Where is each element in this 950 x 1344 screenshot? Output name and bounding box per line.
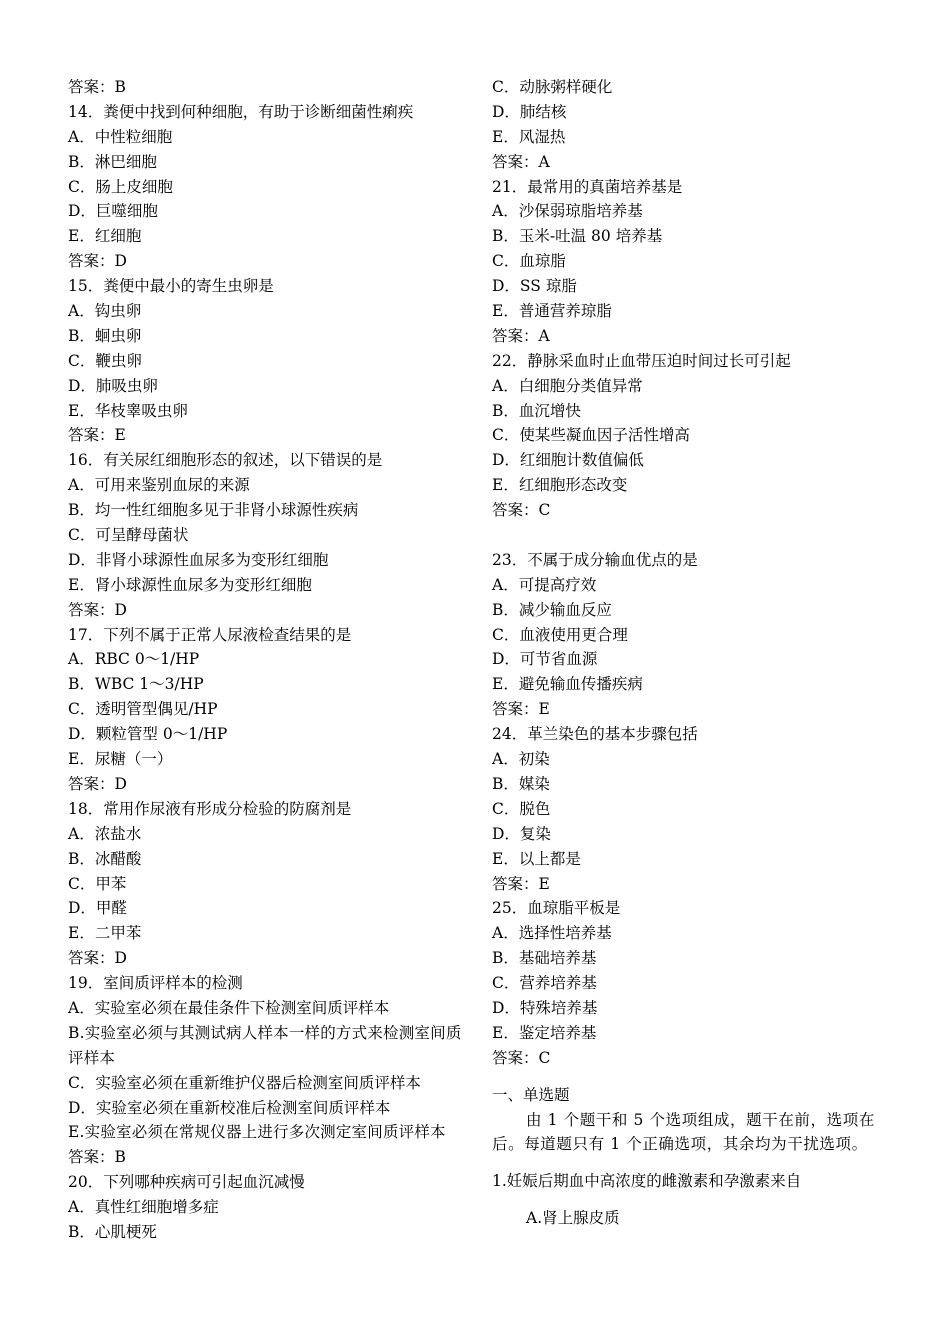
option-text: C．血液使用更合理	[492, 625, 628, 644]
option-text: A．钩虫卵	[68, 302, 142, 321]
section-instructions: 由 1 个题干和 5 个选项组成，题干在前，选项在后。每道题只有 1 个正确选项，其余均为干扰选项。	[492, 1110, 875, 1154]
option-text: B.实验室必须与其测试病人样本一样的方式来检测室间质评样本	[68, 1023, 462, 1067]
question-stem: 14．粪便中找到何种细胞，有助于诊断细菌性痢疾	[68, 102, 414, 121]
question-stem: 23．不属于成分输血优点的是	[492, 550, 698, 569]
answer-line: 答案：E	[68, 426, 126, 445]
answer-line: 答案：D	[68, 600, 127, 619]
answer-line: 答案：D	[68, 949, 127, 968]
option-text: A．沙保弱琼脂培养基	[492, 202, 643, 221]
option-text: C．透明管型偶见/HP	[68, 700, 218, 719]
option-text: B．淋巴细胞	[68, 152, 157, 171]
option-text: C．鞭虫卵	[68, 351, 142, 370]
option-text: D．非肾小球源性血尿多为变形红细胞	[68, 550, 329, 569]
question-stem: 18．常用作尿液有形成分检验的防腐剂是	[68, 799, 352, 818]
option-text: E．风湿热	[492, 127, 566, 146]
answer-line: 答案：E	[492, 700, 550, 719]
option-text: D．肺吸虫卵	[68, 376, 158, 395]
option-text: B．蛔虫卵	[68, 326, 142, 345]
option-text: D．SS 琼脂	[492, 277, 577, 296]
answer-line: 答案：E	[492, 874, 550, 893]
option-text: D．巨噬细胞	[68, 202, 158, 221]
option-text: C．甲苯	[68, 874, 127, 893]
section-heading: 一、单选题	[492, 1085, 570, 1104]
answer-line: 答案：A	[492, 326, 550, 345]
option-text: A．初染	[492, 750, 550, 769]
option-text: D．复染	[492, 824, 551, 843]
option-text: D．实验室必须在重新校准后检测室间质评样本	[68, 1098, 391, 1117]
option-text: C．动脉粥样硬化	[492, 78, 613, 96]
option-text: E．鉴定培养基	[492, 1023, 597, 1042]
question-stem: 17．下列不属于正常人尿液检查结果的是	[68, 625, 352, 644]
option-text: C．营养培养基	[492, 974, 597, 993]
option-text: A．可用来鉴别血尿的来源	[68, 476, 250, 495]
option-text: E．华枝睾吸虫卵	[68, 401, 188, 420]
option-text: E．普通营养琼脂	[492, 302, 612, 321]
option-text: D．特殊培养基	[492, 998, 598, 1017]
option-text: E．红细胞	[68, 227, 142, 246]
option-text: D．可节省血源	[492, 650, 598, 669]
option-text: D．肺结核	[492, 102, 567, 121]
option-text: E．尿糖（一）	[68, 750, 173, 769]
option-text: B．媒染	[492, 774, 550, 793]
option-text: D．颗粒管型 0～1/HP	[68, 725, 228, 744]
answer-line: 答案：C	[492, 1048, 551, 1067]
left-column	[68, 75, 468, 1245]
option-text: A．选择性培养基	[492, 924, 612, 943]
answer-line: 答案：D	[68, 774, 127, 793]
option-text: C．可呈酵母菌状	[68, 526, 189, 545]
answer-line: 答案：C	[492, 501, 551, 520]
option-text: E．红细胞形态改变	[492, 476, 628, 495]
blank-line	[492, 523, 900, 548]
option-text: B．均一性红细胞多见于非肾小球源性疾病	[68, 501, 359, 520]
option-text: A．实验室必须在最佳条件下检测室间质评样本	[68, 998, 390, 1017]
question-stem: 25．血琼脂平板是	[492, 899, 621, 918]
option-text: A．可提高疗效	[492, 575, 597, 594]
option-text: A．真性红细胞增多症	[68, 1198, 219, 1217]
right-column	[492, 75, 900, 1231]
option-text: B．WBC 1～3/HP	[68, 675, 204, 694]
option-text: A．浓盐水	[68, 824, 142, 843]
option-text: E．避免输血传播疾病	[492, 675, 643, 694]
question-stem: 19．室间质评样本的检测	[68, 974, 243, 993]
question-stem: 24．革兰染色的基本步骤包括	[492, 725, 698, 744]
option-text: B．血沉增快	[492, 401, 581, 420]
question-stem: 22．静脉采血时止血带压迫时间过长可引起	[492, 351, 791, 370]
question-stem: 1.妊娠后期血中高浓度的雌激素和孕激素来自	[492, 1172, 802, 1191]
option-text: E．二甲苯	[68, 924, 142, 943]
option-text: A．RBC 0～1/HP	[68, 650, 200, 669]
question-stem: 20．下列哪种疾病可引起血沉减慢	[68, 1173, 305, 1192]
option-text: A．白细胞分类值异常	[492, 376, 643, 395]
option-text: D．红细胞计数值偏低	[492, 451, 644, 470]
option-text: D．甲醛	[68, 899, 127, 918]
option-text: A．中性粒细胞	[68, 127, 173, 146]
option-text: E．肾小球源性血尿多为变形红细胞	[68, 575, 312, 594]
option-text: E．以上都是	[492, 849, 581, 868]
question-stem: 15．粪便中最小的寄生虫卵是	[68, 277, 274, 296]
answer-line: 答案：B	[68, 78, 126, 96]
answer-line: 答案：A	[492, 152, 550, 171]
answer-line: 答案：B	[68, 1148, 126, 1167]
option-text: C．肠上皮细胞	[68, 177, 173, 196]
question-stem: 21．最常用的真菌培养基是	[492, 177, 683, 196]
answer-line: 答案：D	[68, 252, 127, 271]
option-text: C．实验室必须在重新维护仪器后检测室间质评样本	[68, 1073, 421, 1092]
option-text: C．血琼脂	[492, 252, 566, 271]
option-text: B．心肌梗死	[68, 1223, 157, 1242]
option-text: A.肾上腺皮质	[526, 1209, 620, 1228]
option-text: B．玉米-吐温 80 培养基	[492, 227, 663, 246]
option-text: B．减少输血反应	[492, 600, 612, 619]
option-text: E.实验室必须在常规仪器上进行多次测定室间质评样本	[68, 1123, 446, 1142]
option-text: B．冰醋酸	[68, 849, 142, 868]
option-text: C．脱色	[492, 799, 551, 818]
option-text: B．基础培养基	[492, 949, 597, 968]
option-text: C．使某些凝血因子活性增高	[492, 426, 690, 445]
question-stem: 16．有关尿红细胞形态的叙述，以下错误的是	[68, 451, 383, 470]
